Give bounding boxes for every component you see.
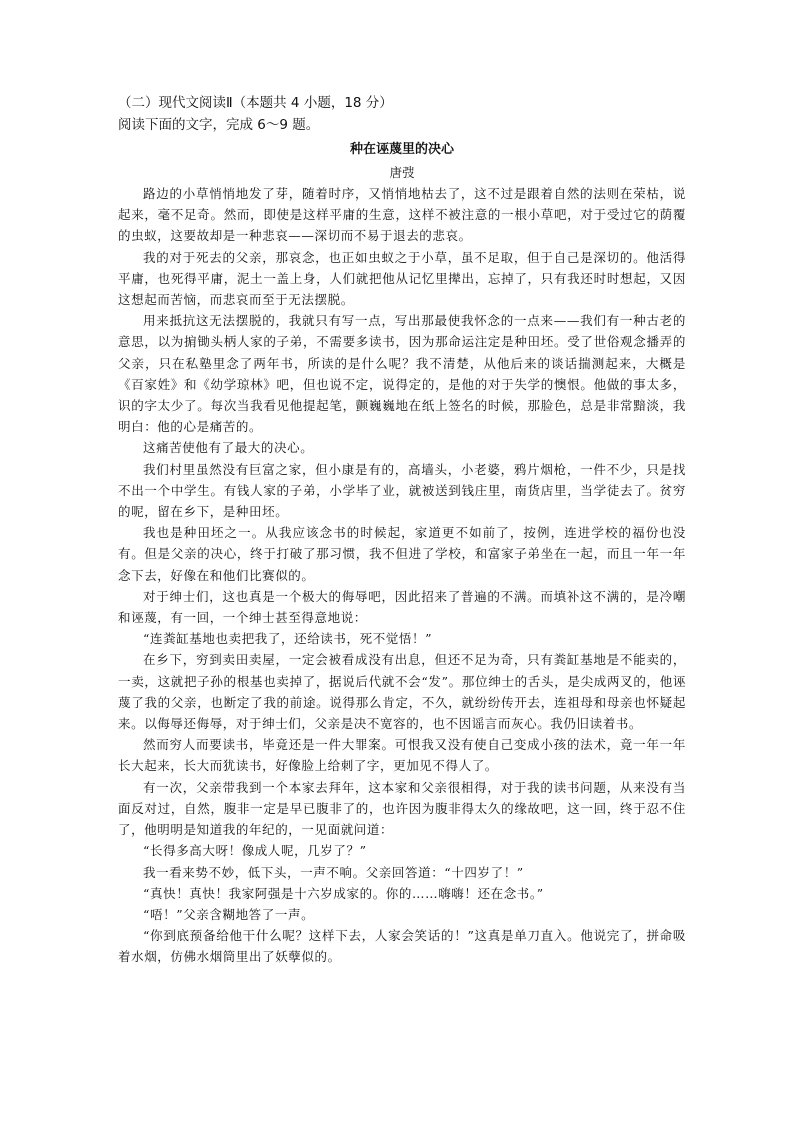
article-author: 唐弢 <box>389 165 415 180</box>
quote-paragraph: “连粪缸基地也卖把我了，还给读书，死不觉悟！” <box>143 631 433 647</box>
paragraph: 这痛苦使他有了最大的决心。 <box>143 440 314 456</box>
dialogue-paragraph: “真快！真快！我家阿强是十六岁成家的。你的……嗨嗨！还在念书。” <box>143 885 544 901</box>
reading-instruction: 阅读下面的文字，完成 6～9 题。 <box>118 117 320 133</box>
paragraph: 路边的小草悄悄地发了芽，随着时序，又悄悄地枯去了，这不过是跟着自然的法则在荣枯，说起来，毫不足奇。然而，即使是这样平庸的生意，这样不被注意的一根小草吧，对于受过它的荫覆的虫蚁，这要故却是一种悲哀——深切而不易于退去的悲哀。 <box>118 186 686 244</box>
dialogue-paragraph: 我一看来势不妙，低下头，一声不响。父亲回答道：“十四岁了！” <box>143 864 524 880</box>
dialogue-paragraph: “长得多高大呀！像成人呢，几岁了？” <box>143 843 367 859</box>
paragraph: 对于绅士们，这也真是一个极大的侮辱吧，因此招来了普遍的不满。而填补这不满的，是冷嘲和诬蔑，有一回，一个绅士甚至得意地说： <box>118 588 686 626</box>
paragraph: 我也是种田坯之一。从我应该念书的时候起，家道更不如前了，按例，连进学校的福份也没有。但是父亲的决心，终于打破了那习惯，我不但进了学校，和富家子弟坐在一起，而且一年一年念下去，好像在和他们比赛似的。 <box>118 525 686 583</box>
paragraph: 用来抵抗这无法摆脱的，我就只有写一点，写出那最使我怀念的一点来——我们有一种古老的意思，以为掮锄头柄人家的子弟，不需要多读书，因为那命运注定是种田坯。受了世俗观念播弄的父亲，只在私塾里念了两年书，所读的是什么呢？我不清楚，从他后来的谈话揣测起来，大概是《百家姓》和《幼学琼林》吧，但也说不定，说得定的，是他的对于失学的懊恨。他做的事太多，识的字太少了。每次当我看见他提起笔，颤巍巍地在纸上签名的时候，那脸色，总是非常黯淡，我明白：他的心是痛苦的。 <box>118 313 686 435</box>
document-page <box>118 92 686 968</box>
paragraph: 在乡下，穷到卖田卖屋，一定会被看成没有出息，但还不足为奇，只有粪缸基地是不能卖的，一卖，这就把子孙的根基也卖掉了，据说后代就不会“发”。那位绅士的舌头，是尖成两叉的，他诬蔑了我的父亲，也断定了我的前途。说得那么肯定，不久，就纷纷传开去，连祖母和母亲也怀疑起来。以侮辱还侮辱，对于绅士们，父亲是决不宽容的，也不因谣言而灰心。我仍旧读着书。 <box>118 652 686 732</box>
paragraph: 有一次，父亲带我到一个本家去拜年，这本家和父亲很相得，对于我的读书问题，从来没有当面反对过，自然，腹非一定是早已腹非了的，也许因为腹非得太久的缘故吧，这一回，终于忍不住了，他明明是知道我的年纪的，一见面就问道： <box>118 779 686 838</box>
paragraph: 然而穷人而要读书，毕竟还是一件大罪案。可恨我又没有使自己变成小孩的法术，竟一年一年长大起来，长大而犹读书，好像脸上给刺了字，更加见不得人了。 <box>118 737 686 774</box>
article-title: 种在诬蔑里的决心 <box>349 142 454 157</box>
paragraph: 我的对于死去的父亲，那哀念，也正如虫蚁之于小草，虽不足取，但于自己是深切的。他活得平庸，也死得平庸，泥土一盖上身，人们就把他从记忆里撵出，忘掉了，只有我还时时想起，又因这想起而苦恼，而悲哀而至于无法摆脱。 <box>118 249 686 308</box>
paragraph: 我们村里虽然没有巨富之家，但小康是有的，高墙头，小老婆，鸦片烟枪，一件不少，只是找不出一个中学生。有钱人家的子弟，小学毕了业，就被送到钱庄里，南货店里，当学徒去了。贫穷的呢，留在乡下，是种田坯。 <box>118 461 686 520</box>
dialogue-paragraph: “唔！”父亲含糊地答了一声。 <box>143 906 315 922</box>
section-heading: （二）现代文阅读Ⅱ（本题共 4 小题，18 分） <box>118 95 393 111</box>
dialogue-paragraph: “你到底预备给他干什么呢？这样下去，人家会笑话的！”这真是单刀直入。他说完了，拼命吸着水烟，仿佛水烟筒里出了妖孽似的。 <box>118 928 686 965</box>
